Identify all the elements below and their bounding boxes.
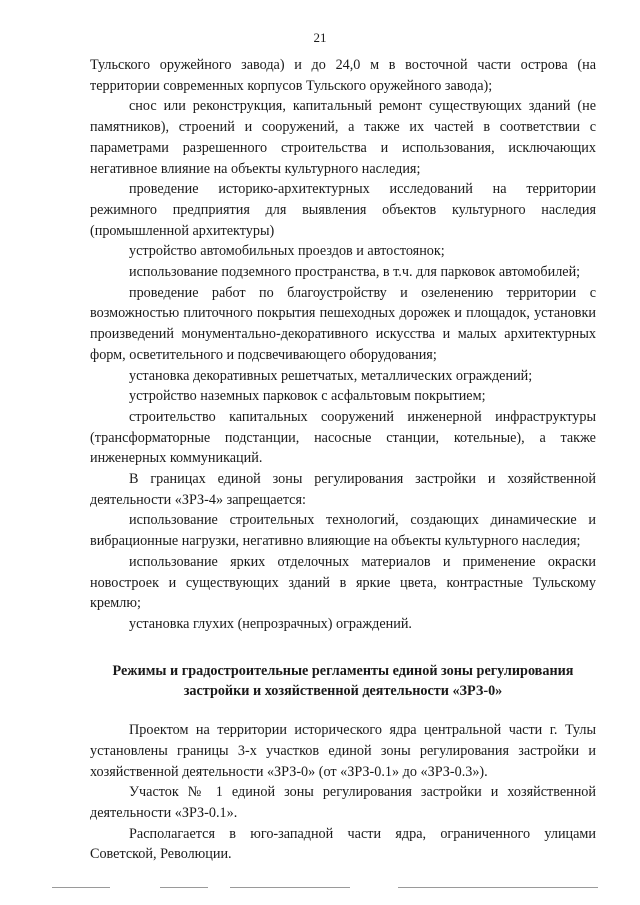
scan-artifact-line [230,887,350,888]
paragraph: Тульского оружейного завода) и до 24,0 м в восточной части острова (на территории современных корпусов Тульского оружейного завода); [90,57,596,94]
document-body [90,55,596,865]
paragraph: использование подземного пространства, в т.ч. для парковок автомобилей; [129,264,581,281]
paragraph: снос или реконструкция, капитальный ремонт существующих зданий (не памятников), строений и сооружений, а также их частей в соответствии с параметрами разрешенного строительства и использования, исключающих негативное влияние на объекты культурного наследия; [90,98,596,177]
scan-artifact-line [52,887,110,888]
scan-artifact-line [160,887,208,888]
paragraph: устройство наземных парковок с асфальтовым покрытием; [129,388,486,405]
paragraph: Располагается в юго-западной части ядра, ограниченного улицами Советской, Революции. [90,825,596,863]
scan-artifact-line [398,887,598,888]
paragraph: установка декоративных решетчатых, металлических ограждений; [129,367,533,384]
paragraph: устройство автомобильных проездов и автостоянок; [129,243,445,260]
page-number: 21 [313,30,327,45]
paragraph: установка глухих (непрозрачных) ограждений. [129,615,412,632]
paragraph: проведение историко-архитектурных исследований на территории режимного предприятия для выявления объектов культурного наследия (промышленной архитектуры) [90,181,596,239]
paragraph: использование строительных технологий, создающих динамические и вибрационные нагрузки, негативно влияющие на объекты культурного наследия; [90,512,596,550]
paragraph: Проектом на территории исторического ядра центральной части г. Тулы установлены границы 3-х участков единой зоны регулирования застройки и хозяйственной деятельности «ЗРЗ-0» (от «ЗРЗ-0.1» до «ЗРЗ-0.3»). [90,722,596,780]
paragraph: использование ярких отделочных материалов и применение окраски новостроек и существующих зданий в яркие цвета, контрастные Тульскому кремлю; [90,553,596,612]
paragraph: проведение работ по благоустройству и озеленению территории с возможностью плиточного покрытия пешеходных дорожек и площадок, установки произведений монументально-декоративного искусства и малых архитектурных форм, осветительного и подсвечивающего оборудования; [90,284,596,363]
section-heading-line-2: застройки и хозяйственной деятельности «ЗРЗ-0» [183,683,503,700]
section-heading-line-1: Режимы и градостроительные регламенты единой зоны регулирования [112,662,574,679]
paragraph: В границах единой зоны регулирования застройки и хозяйственной деятельности «ЗРЗ-4» запрещается: [90,471,596,508]
section-heading [90,661,596,702]
paragraph: строительство капитальных сооружений инженерной инфраструктуры (трансформаторные подстанции, насосные станции, котельные), а также инженерных коммуникаций. [90,408,596,467]
paragraph: Участок № 1 единой зоны регулирования застройки и хозяйственной деятельности «ЗРЗ-0.1». [90,784,596,821]
